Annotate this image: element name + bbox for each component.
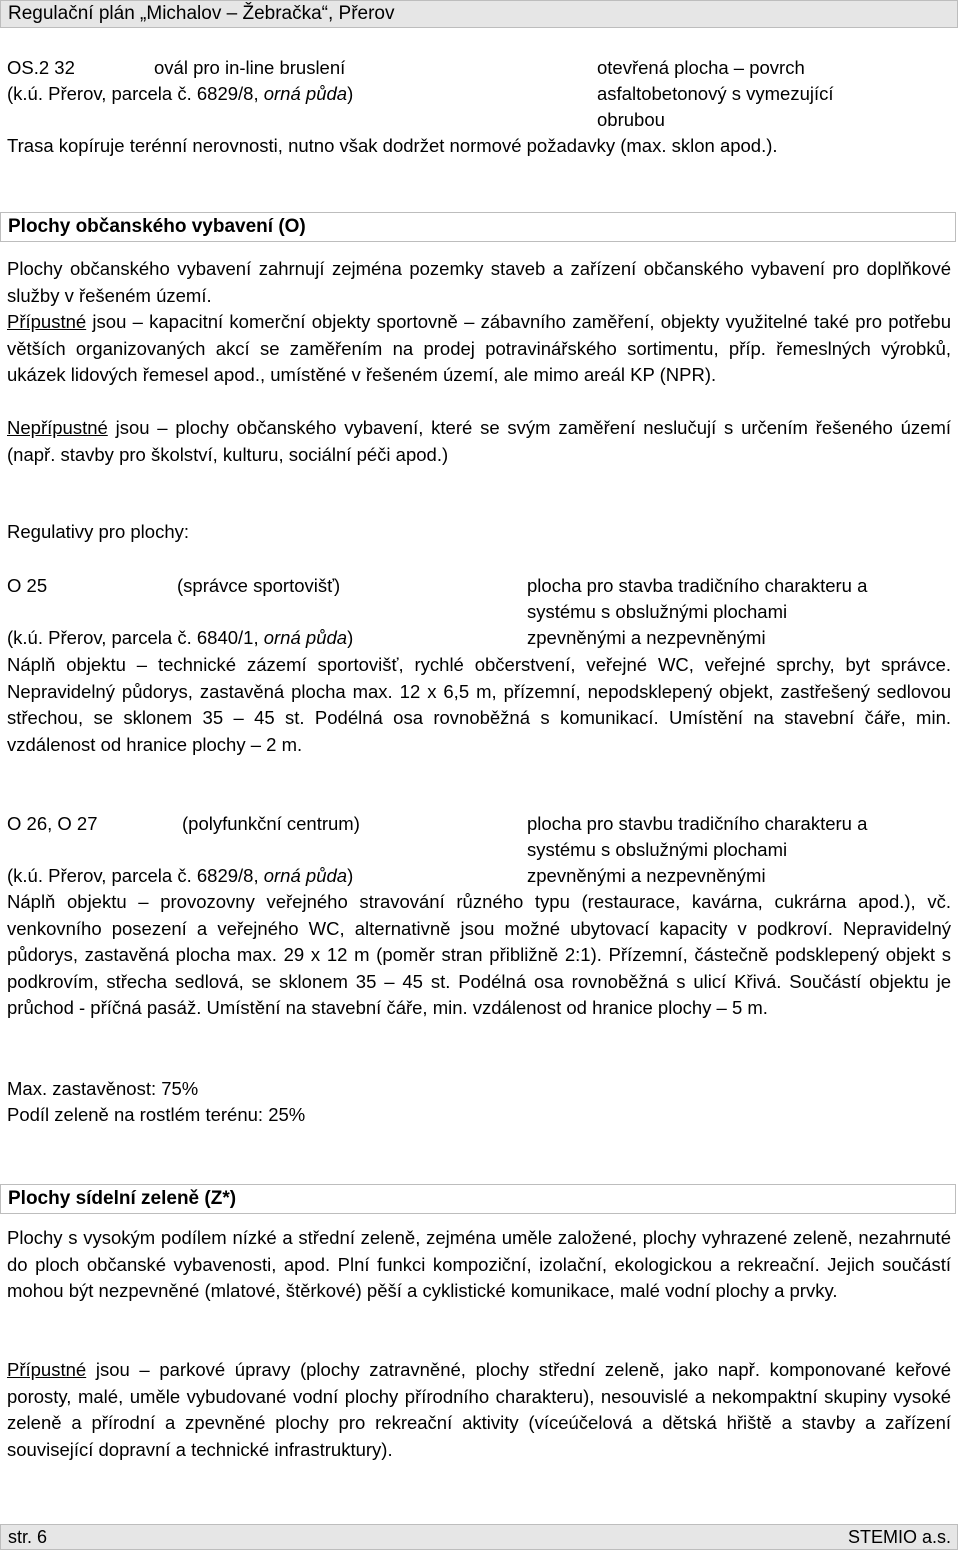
o25-desc-1: plocha pro stavba tradičního charakteru a [527, 575, 868, 596]
section-heading-civic [0, 212, 956, 242]
os2-name: ovál pro in-line bruslení [154, 57, 346, 78]
green-allowed [7, 1357, 951, 1463]
o25-desc-3: zpevněnými a nezpevněnými [527, 627, 766, 648]
document-title: Regulační plán „Michalov – Žebračka“, Přerov [8, 3, 395, 24]
page-number: str. 6 [8, 1527, 48, 1547]
o26-desc-3: zpevněnými a nezpevněnými [527, 865, 766, 886]
o26-parcel [7, 863, 353, 890]
civic-intro-text: Plochy občanského vybavení zahrnují zejména pozemky staveb a zařízení občanského vybavení pro doplňkové služby v řešeném území. [7, 258, 951, 306]
civic-forbidden-label: Nepřípustné [7, 417, 108, 438]
o25-desc-2: systému s obslužnými plochami [527, 601, 788, 622]
green-allowed-text: jsou – parkové úpravy (plochy zatravněné, plochy střední zeleně, jako např. komponované keřové porosty, malé, uměle vybudované vodní plochy přírodního charakteru), nesouvislé a nekompaktní skupiny vysoké zeleně a přírodní a zpevněné plochy pro rekreační aktivity (víceúčelová a dětská hřiště a stavby a zařízení související dopravní a technické infrastruktury). [7, 1359, 951, 1460]
civic-forbidden [7, 415, 951, 468]
o26-parcel-landuse: orná půda [263, 865, 348, 886]
o25-parcel-prefix: (k.ú. Přerov, parcela č. 6840/1, [7, 627, 264, 648]
os2-surface-2: asfaltobetonový s vymezující [597, 83, 834, 104]
os2-note [7, 133, 951, 160]
green-intro-text: Plochy s vysokým podílem nízké a střední zeleně, zejména uměle založené, plochy vyhrazené zeleně, nezahrnuté do ploch občanské vybavenosti, apod. Plní funkci kompoziční, izolační, ekologickou a rekreační. Jejich součástí mohou být nezpevněné (mlatové, štěrkové) pěší a cyklistické komunikace, malé vodní plochy a prvky. [7, 1227, 951, 1301]
civic-allowed [7, 309, 951, 389]
o26-text [7, 889, 951, 1022]
section-heading-green [0, 1184, 956, 1214]
civic-forbidden-text: jsou – plochy občanského vybavení, které se svým zaměření neslučují s určením řešeného území (např. stavby pro školství, kulturu, sociální péči apod.) [7, 417, 951, 465]
os2-surface-3: obrubou [597, 109, 665, 130]
os2-code: OS.2 32 [7, 57, 75, 78]
civic-allowed-text: jsou – kapacitní komerční objekty sportovně – zábavního zaměření, objekty využitelné také pro potřebu větších organizovaných akcí se zaměřením na prodej potravinářského sortimentu, příp. řemeslných výrobků, ukázek lidových řemesel apod., umístěné v řešeném území, ale mimo areál KP (NPR). [7, 311, 951, 385]
company-name: STEMIO a.s. [847, 1527, 951, 1547]
o25-text-body: Náplň objektu – technické zázemí sportovišť, rychlé občerstvení, veřejné WC, veřejné sprchy, byt správce. Nepravidelný půdorys, zastavěná plocha max. 12 x 6,5 m, přízemní, nepodsklepený objekt, zastřešený sedlovou střechou, se sklonem 35 – 45 st. Podélná osa rovnoběžná s komunikací. Umístění na stavební čáře, min. vzdálenost od hranice plochy – 2 m. [7, 654, 951, 755]
civic-allowed-label: Přípustné [7, 311, 87, 332]
o26-parcel-suffix: ) [347, 865, 354, 886]
o26-code: O 26, O 27 [7, 813, 98, 834]
o26-green-share: Podíl zeleně na rostlém terénu: 25% [7, 1104, 306, 1125]
regulativy-heading: Regulativy pro plochy: [7, 521, 190, 542]
section-heading-civic-text: Plochy občanského vybavení (O) [8, 216, 306, 237]
page-header [0, 0, 958, 28]
o25-code: O 25 [7, 575, 48, 596]
o26-parcel-prefix: (k.ú. Přerov, parcela č. 6829/8, [7, 865, 264, 886]
os2-parcel-suffix: ) [347, 83, 354, 104]
green-allowed-label: Přípustné [7, 1359, 87, 1380]
o26-name: (polyfunkční centrum) [182, 813, 360, 834]
o25-parcel-suffix: ) [347, 627, 354, 648]
o25-text [7, 652, 951, 758]
page-footer [0, 1524, 958, 1550]
os2-parcel-prefix: (k.ú. Přerov, parcela č. 6829/8, [7, 83, 264, 104]
o25-parcel-landuse: orná půda [263, 627, 348, 648]
o25-parcel [7, 625, 353, 652]
os2-surface-1: otevřená plocha – povrch [597, 57, 805, 78]
o26-desc-1: plocha pro stavbu tradičního charakteru a [527, 813, 868, 834]
civic-intro [7, 256, 951, 309]
os2-parcel [7, 81, 353, 108]
o26-text-body: Náplň objektu – provozovny veřejného stravování různého typu (restaurace, kavárna, cukrárna apod.), vč. venkovního posezení a veřejného WC, alternativně jsou možné ubytovací kapacity v podkroví. Nepravidelný půdorys, zastavěná plocha max. 29 x 12 m (poměr stran přibližně 2:1). Přízemní, částečně podsklepený objekt s podkrovím, střecha sedlová, se sklonem 35 – 45 st. Podélná osa rovnoběžná s ulicí Křivá. Součástí objektu je průchod - příčná pasáž. Umístění na stavební čáře, min. vzdálenost od hranice plochy – 5 m. [7, 891, 951, 1018]
o25-name: (správce sportovišť) [177, 575, 341, 596]
o26-max-built: Max. zastavěnost: 75% [7, 1078, 199, 1099]
section-heading-green-text: Plochy sídelní zeleně (Z*) [8, 1188, 237, 1209]
os2-parcel-landuse: orná půda [263, 83, 348, 104]
green-intro [7, 1225, 951, 1305]
o26-desc-2: systému s obslužnými plochami [527, 839, 788, 860]
os2-note-text: Trasa kopíruje terénní nerovnosti, nutno však dodržet normové požadavky (max. sklon apod.). [7, 135, 778, 156]
